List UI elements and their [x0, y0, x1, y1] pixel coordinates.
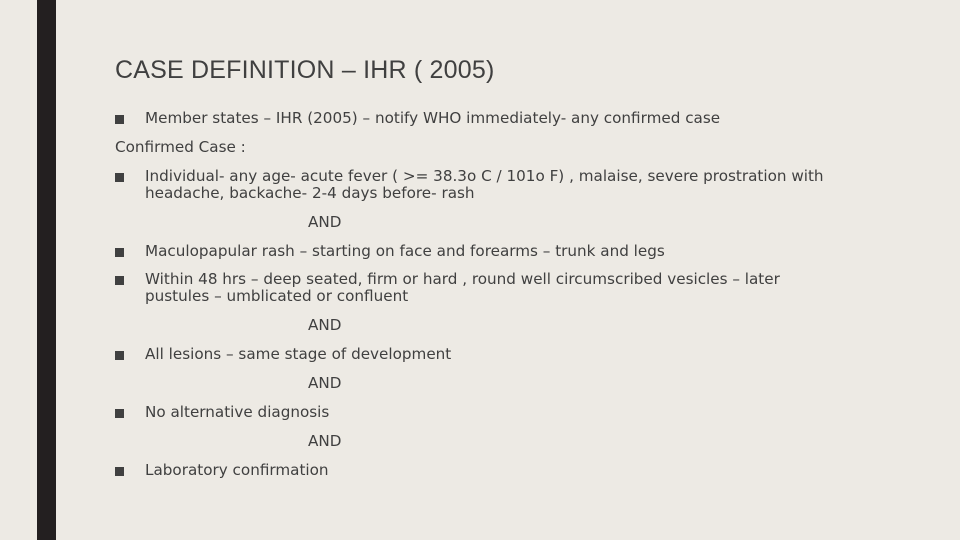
and-connector: AND: [308, 316, 342, 334]
square-bullet-icon: [115, 409, 124, 418]
and-connector: AND: [308, 213, 342, 231]
slide-title: CASE DEFINITION – IHR ( 2005): [115, 56, 495, 84]
criterion-text-line1: No alternative diagnosis: [145, 403, 330, 421]
square-bullet-icon: [115, 248, 124, 257]
square-bullet-icon: [115, 115, 124, 124]
criterion-text-line2: headache, backache- 2-4 days before- rash: [145, 184, 475, 202]
square-bullet-icon: [115, 276, 124, 285]
sidebar-accent-bar: [37, 0, 56, 540]
square-bullet-icon: [115, 351, 124, 360]
and-connector: AND: [308, 374, 342, 392]
criterion-text-line1: Individual- any age- acute fever ( >= 38.3o C / 101o F) , malaise, severe prostration with: [145, 167, 824, 185]
criterion-text-line1: All lesions – same stage of development: [145, 345, 452, 363]
criterion-text-line1: Maculopapular rash – starting on face and forearms – trunk and legs: [145, 242, 665, 260]
criterion-text-line1: Laboratory confirmation: [145, 461, 329, 479]
square-bullet-icon: [115, 173, 124, 182]
intro-bullet-text: Member states – IHR (2005) – notify WHO immediately- any confirmed case: [145, 109, 721, 127]
and-connector: AND: [308, 432, 342, 450]
confirmed-case-heading: Confirmed Case :: [115, 138, 246, 156]
criterion-text-line2: pustules – umblicated or confluent: [145, 287, 409, 305]
square-bullet-icon: [115, 467, 124, 476]
criterion-text-line1: Within 48 hrs – deep seated, firm or hard , round well circumscribed vesicles – later: [145, 270, 780, 288]
